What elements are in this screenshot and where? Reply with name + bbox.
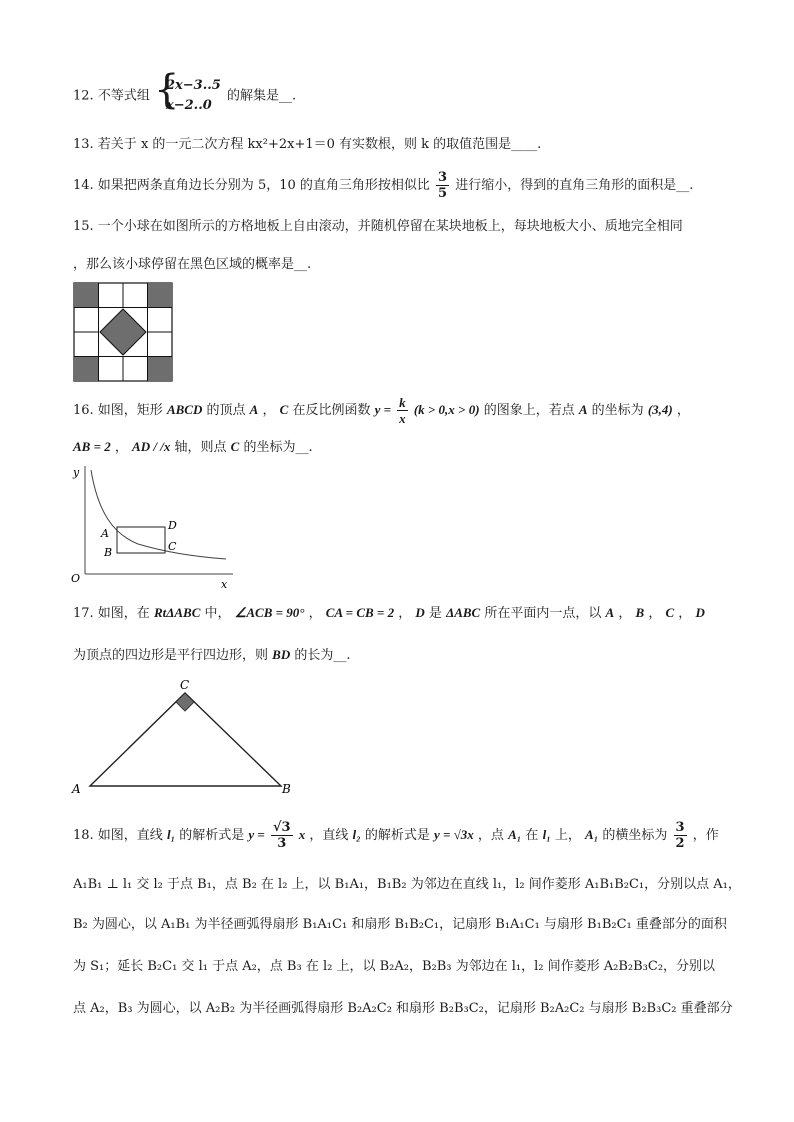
- fraction-denominator: 5: [438, 186, 448, 201]
- q18-text: 的横坐标为: [602, 828, 668, 843]
- equation-l2: y = √3x: [433, 827, 474, 842]
- equation-y: y =: [248, 827, 265, 842]
- vertex-c-label: C: [180, 678, 190, 692]
- point-b-label: B: [635, 605, 645, 620]
- point-c-label: C: [665, 605, 675, 620]
- brace-icon: {: [153, 67, 180, 113]
- coordinate-value: (3,4): [647, 402, 673, 417]
- function-fraction: [397, 395, 408, 426]
- q18-text: ，直线: [309, 828, 349, 843]
- question-18-line-5: 点 A₂，B₃ 为圆心，以 A₂B₂ 为半径画弧得扇形 B₂A₂C₂ 和扇形 B₂B₃C₂，记扇形 B₂A₂C₂ 与扇形 B₂B₃C₂ 重叠部分: [73, 1001, 733, 1016]
- ab-length: AB = 2: [73, 439, 111, 454]
- point-a-label: A: [249, 402, 259, 417]
- line-l2-label: l₂: [352, 827, 361, 842]
- q16-text: 的坐标为__.: [243, 440, 313, 455]
- q12-prefix: 不等式组: [97, 88, 150, 104]
- q17-text: 是: [428, 606, 442, 621]
- question-14: [73, 170, 693, 201]
- q17-text: 的长为__.: [294, 648, 351, 663]
- q18-text: 的解析式是: [364, 828, 430, 843]
- q18-text: 的解析式是: [179, 828, 245, 843]
- right-angle-marker: [176, 693, 194, 711]
- point-a1-label: A₁: [508, 827, 522, 842]
- q17-text: ，: [308, 606, 322, 621]
- inequality-row-2: x−2..0: [165, 98, 212, 113]
- tile-black-top-right: [148, 283, 173, 308]
- tile-floor-figure: [73, 282, 173, 382]
- question-12: [73, 67, 297, 116]
- q17-text: ，: [678, 606, 692, 621]
- question-16-line-1: [73, 395, 690, 426]
- tile-black-top-left: [74, 283, 99, 308]
- question-16-line-2: [73, 438, 313, 457]
- fraction-numerator: k: [399, 395, 406, 410]
- origin-label: O: [71, 572, 81, 585]
- q16-text: 16. 如图，矩形: [73, 403, 163, 418]
- question-18-line-4: 为 S₁；延长 B₂C₁ 交 l₁ 于点 A₂，点 B₃ 在 l₂ 上，以 B₂A₂，B₂B₃ 为邻边在 l₁，l₂ 间作菱形 A₂B₂B₃C₂，分别以: [73, 959, 716, 974]
- q17-text: ，: [618, 606, 632, 621]
- q18-text: 上，: [554, 828, 581, 843]
- tile-black-bottom-right: [148, 357, 173, 382]
- point-d-label: D: [415, 605, 425, 620]
- q16-text: 的图象上，若点: [483, 403, 575, 418]
- vertex-b-label: B: [282, 782, 291, 796]
- q14-suffix: 进行缩小，得到的直角三角形的面积是__.: [455, 178, 694, 193]
- ad-parallel: AD / /x: [132, 439, 171, 454]
- point-c-label: C: [168, 540, 177, 553]
- question-18-line-1: [73, 820, 719, 851]
- x-axis-label: x: [221, 578, 228, 591]
- line-l1-label: l₁: [166, 827, 176, 842]
- q17-text: ，: [648, 606, 662, 621]
- q12-number: 12.: [73, 88, 94, 104]
- side-condition: CA = CB = 2: [325, 605, 395, 620]
- q17-text: ，: [398, 606, 412, 621]
- rectangle-label: ABCD: [166, 402, 203, 417]
- point-a-label: A: [578, 402, 588, 417]
- right-triangle-label: RtΔABC: [153, 605, 201, 620]
- segment-bd-label: BD: [272, 647, 291, 662]
- function-condition: (k > 0,x > 0): [413, 402, 480, 417]
- function-y: y =: [374, 402, 392, 417]
- inequality-system: [153, 67, 221, 116]
- abscissa-fraction: [674, 820, 687, 851]
- point-c-label: C: [230, 439, 240, 454]
- q16-text: ，: [114, 440, 128, 455]
- q16-text: ，: [262, 403, 276, 418]
- q16-text: ，: [676, 403, 690, 418]
- point-c-label: C: [279, 402, 289, 417]
- q18-text: ，点: [477, 828, 504, 843]
- equation-x: x: [298, 827, 306, 842]
- q17-text: 17. 如图，在: [73, 606, 150, 621]
- point-a1-label: A₁: [585, 827, 599, 842]
- question-15-line-2: ，那么该小球停留在黑色区域的概率是__.: [73, 257, 312, 272]
- q16-text: 轴，则点: [174, 440, 227, 455]
- hyperbola-graph: [68, 462, 238, 592]
- fraction-numerator: 3: [675, 820, 685, 835]
- q18-text: 18. 如图，直线: [73, 828, 163, 843]
- fraction-numerator: 3: [438, 170, 448, 185]
- ratio-fraction: [436, 170, 449, 201]
- right-triangle-figure: [68, 675, 308, 800]
- question-17-line-2: [73, 646, 351, 665]
- fraction-denominator: x: [399, 411, 406, 426]
- q17-text: 为顶点的四边形是平行四边形，则: [73, 648, 269, 663]
- slope-fraction: [271, 820, 293, 851]
- line-l1-label: l₁: [542, 827, 551, 842]
- question-15-line-1: 15. 一个小球在如图所示的方格地板上自由滚动，并随机停留在某块地板上，每块地板大小、质地完全相同: [73, 219, 683, 234]
- tile-black-bottom-left: [74, 357, 99, 382]
- triangle-label: ΔABC: [446, 605, 481, 620]
- inequality-row-1: 2x−3..5: [165, 78, 221, 93]
- q17-text: 所在平面内一点，以: [484, 606, 602, 621]
- q14-prefix: 14. 如果把两条直角边长分别为 5，10 的直角三角形按相似比: [73, 178, 430, 193]
- question-18-line-3: B₂ 为圆心，以 A₁B₁ 为半径画弧得扇形 B₁A₁C₁ 和扇形 B₁B₂C₁，记扇形 B₁A₁C₁ 与扇形 B₁B₂C₁ 重叠部分的面积: [73, 917, 727, 932]
- question-17-line-1: [73, 604, 705, 623]
- y-axis-label: y: [73, 466, 80, 479]
- point-a-label: A: [605, 605, 615, 620]
- point-a-label: A: [101, 527, 109, 540]
- question-13: 13. 若关于 x 的一元二次方程 kx²+2x+1＝0 有实数根，则 k 的取值范围是____.: [73, 137, 542, 152]
- q16-text: 的坐标为: [591, 403, 644, 418]
- question-18-line-2: A₁B₁ ⊥ l₁ 交 l₂ 于点 B₁，点 B₂ 在 l₂ 上，以 B₁A₁，B₁B₂ 为邻边在直线 l₁，l₂ 间作菱形 A₁B₁B₂C₁，分别以点 A₁，: [73, 877, 741, 892]
- vertex-a-label: A: [72, 782, 81, 796]
- fraction-numerator: √3: [272, 820, 291, 835]
- fraction-denominator: 3: [277, 836, 287, 851]
- point-d-label: D: [168, 519, 177, 532]
- q17-text: 中，: [204, 606, 231, 621]
- q18-text: ，作: [692, 828, 719, 843]
- q18-text: 在: [525, 828, 539, 843]
- q16-text: 在反比例函数: [292, 403, 371, 418]
- point-b-label: B: [104, 546, 113, 559]
- fraction-denominator: 2: [675, 836, 685, 851]
- q12-suffix: 的解集是__.: [226, 88, 297, 104]
- angle-condition: ∠ACB = 90°: [234, 605, 305, 620]
- point-d-label: D: [695, 605, 705, 620]
- q16-text: 的顶点: [206, 403, 246, 418]
